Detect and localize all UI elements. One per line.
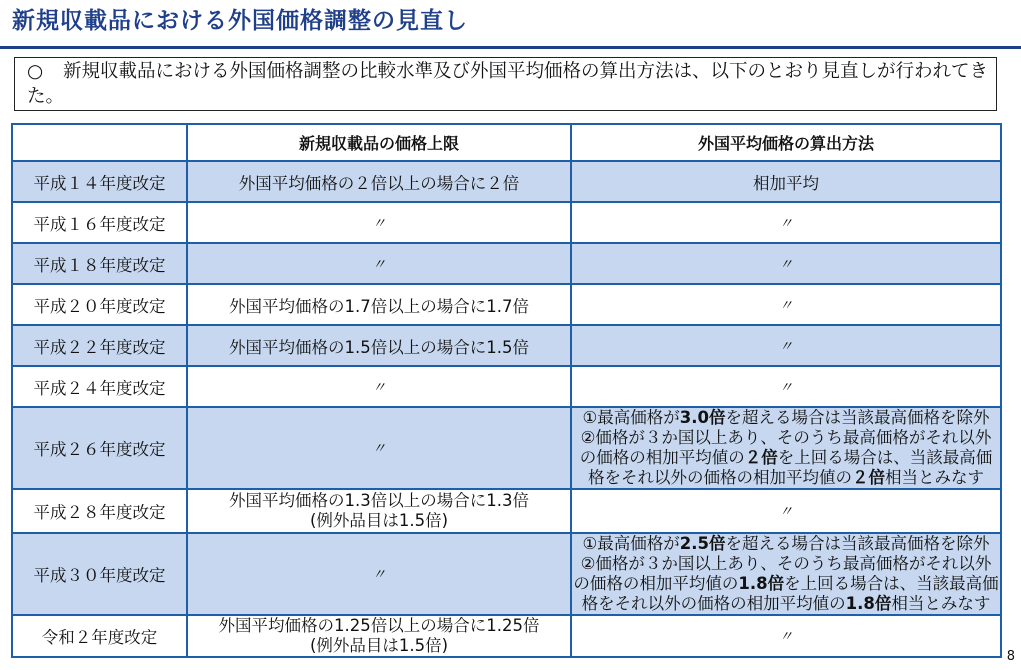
revision-period: 平成２６年度改定	[12, 407, 187, 489]
method-line	[572, 408, 1000, 428]
revision-period: 平成２０年度改定	[12, 284, 187, 325]
revision-period: 平成１４年度改定	[12, 161, 187, 202]
price-limit-line: 外国平均価格の1.25倍以上の場合に1.25倍	[218, 616, 540, 635]
method-text: 格をそれ以外の価格の相加平均値の	[581, 594, 846, 613]
price-limit-cell	[187, 161, 571, 202]
table-row	[12, 489, 1001, 533]
method-text: 〃	[779, 338, 793, 355]
method-text: 相当とみなす	[885, 468, 984, 487]
average-method-cell	[571, 615, 1001, 657]
table-header-row	[12, 124, 1001, 161]
method-text: 〃	[779, 256, 793, 273]
average-method-cell	[571, 202, 1001, 243]
method-text: 格をそれ以外の価格の相加平均値の	[588, 468, 852, 487]
method-text: 相加平均	[753, 173, 819, 193]
average-method-cell	[571, 243, 1001, 284]
revision-period: 平成１６年度改定	[12, 202, 187, 243]
method-text: 〃	[779, 629, 793, 645]
average-method-cell	[571, 533, 1001, 615]
method-emphasis: 2.5倍	[679, 534, 726, 553]
price-limit-cell	[187, 615, 571, 657]
price-limit-cell	[187, 202, 571, 243]
header-period	[12, 124, 187, 161]
method-text: の価格の相加平均値の	[579, 448, 745, 467]
table-row	[12, 407, 1001, 489]
title-underline	[0, 46, 1021, 49]
method-text: ②価格が３か国以上あり、そのうち最高価格がそれ以外	[580, 428, 992, 447]
table-row	[12, 284, 1001, 325]
method-line	[572, 534, 1000, 554]
method-text: 〃	[779, 215, 793, 232]
header-average-method: 外国平均価格の算出方法	[571, 124, 1001, 161]
price-limit-cell	[187, 325, 571, 366]
method-text: を超える場合は当該最高価格を除外	[725, 408, 990, 427]
method-text: 〃	[779, 379, 793, 396]
method-line	[572, 428, 1000, 448]
method-text: 〃	[779, 504, 793, 520]
revision-period: 平成３０年度改定	[12, 533, 187, 615]
average-method-cell	[571, 284, 1001, 325]
method-text: ①最高価格が	[582, 408, 680, 427]
price-limit-line: 外国平均価格の1.7倍以上の場合に1.7倍	[229, 296, 529, 316]
revision-period: 平成１８年度改定	[12, 243, 187, 284]
price-limit-cell	[187, 243, 571, 284]
method-line	[572, 448, 1000, 468]
intro-text: 新規収載品における外国価格調整の比較水準及び外国平均価格の算出方法は、以下のとおり見直しが行われてきた。	[27, 61, 989, 107]
method-emphasis: 1.8倍	[845, 594, 892, 613]
table-row	[12, 366, 1001, 407]
table-row	[12, 533, 1001, 615]
price-limit-line: 〃	[372, 215, 386, 232]
method-text: を上回る場合は、当該最高価	[777, 448, 993, 467]
method-line	[572, 468, 1000, 488]
table-row	[12, 615, 1001, 657]
table-body	[12, 161, 1001, 657]
revision-period: 平成２４年度改定	[12, 366, 187, 407]
price-limit-line: 〃	[372, 441, 386, 457]
method-line	[572, 574, 1000, 594]
price-limit-cell	[187, 366, 571, 407]
average-method-cell	[571, 407, 1001, 489]
intro-bullet: ○	[27, 61, 44, 82]
page-number: 8	[1006, 649, 1015, 664]
table-row	[12, 202, 1001, 243]
method-line	[572, 554, 1000, 574]
method-emphasis: 3.0倍	[679, 408, 726, 427]
revision-table	[11, 123, 1002, 658]
price-limit-line: (例外品目は1.5倍)	[309, 636, 449, 655]
price-limit-line: 〃	[372, 379, 386, 396]
table-row	[12, 325, 1001, 366]
revision-period: 令和２年度改定	[12, 615, 187, 657]
price-limit-line: 〃	[372, 567, 386, 583]
price-limit-line: 外国平均価格の1.3倍以上の場合に1.3倍	[229, 491, 529, 510]
average-method-cell	[571, 161, 1001, 202]
price-limit-line: 外国平均価格の２倍以上の場合に２倍	[238, 173, 520, 193]
revision-period: 平成２８年度改定	[12, 489, 187, 533]
method-text: を超える場合は当該最高価格を除外	[725, 534, 990, 553]
method-text: ①最高価格が	[582, 534, 680, 553]
average-method-cell	[571, 325, 1001, 366]
price-limit-cell	[187, 489, 571, 533]
method-text: 〃	[779, 297, 793, 314]
intro-box	[14, 57, 997, 111]
price-limit-line: 〃	[372, 256, 386, 273]
method-text: を上回る場合は、当該最高価	[784, 574, 999, 593]
price-limit-cell	[187, 284, 571, 325]
method-text: ②価格が３か国以上あり、そのうち最高価格がそれ以外	[580, 554, 992, 573]
method-line	[572, 594, 1000, 614]
average-method-cell	[571, 489, 1001, 533]
method-emphasis: ２倍	[852, 468, 885, 487]
table-row	[12, 161, 1001, 202]
method-emphasis: ２倍	[744, 448, 778, 467]
price-limit-cell	[187, 533, 571, 615]
method-text: の価格の相加平均値の	[573, 574, 739, 593]
price-limit-line: (例外品目は1.5倍)	[309, 511, 449, 530]
average-method-cell	[571, 366, 1001, 407]
table-row	[12, 243, 1001, 284]
revision-period: 平成２２年度改定	[12, 325, 187, 366]
price-limit-line: 外国平均価格の1.5倍以上の場合に1.5倍	[229, 337, 529, 357]
method-text: 相当とみなす	[891, 594, 991, 613]
header-price-limit: 新規収載品の価格上限	[187, 124, 571, 161]
method-emphasis: 1.8倍	[738, 574, 785, 593]
price-limit-cell	[187, 407, 571, 489]
page-title: 新規収載品における外国価格調整の見直し	[12, 8, 468, 34]
